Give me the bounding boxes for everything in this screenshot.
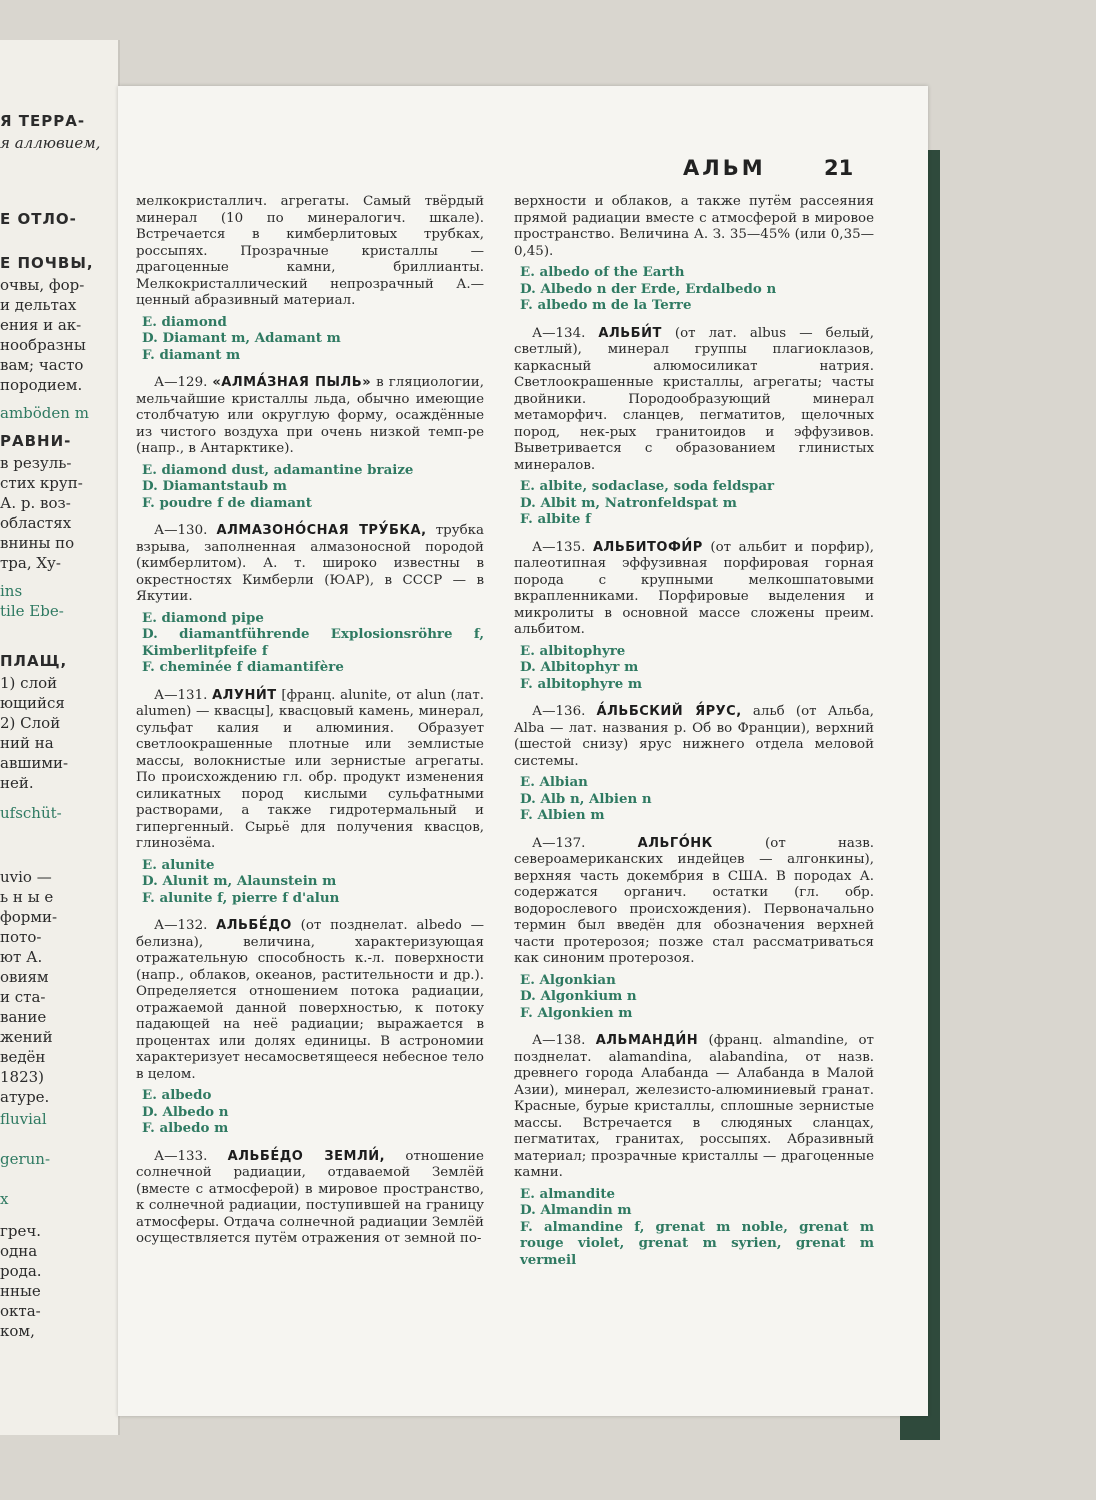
- running-head: АЛЬМ: [683, 156, 766, 180]
- translation-line: E. Albian: [520, 774, 588, 790]
- left-page-fragment: 1823): [0, 1068, 45, 1086]
- translations: [520, 643, 874, 693]
- left-page-fragment: ком,: [0, 1322, 35, 1340]
- left-page-fragment: ющийся: [0, 694, 65, 712]
- left-page-fragment: авшими-: [0, 754, 69, 772]
- left-page-fragment: Е ПОЧВЫ,: [0, 254, 94, 272]
- translation-line: E. diamond dust, adamantine braize: [142, 461, 414, 478]
- dictionary-entry: [136, 918, 484, 1137]
- left-page-fragment: А. р. воз-: [0, 494, 71, 512]
- translation-line: F. poudre f de diamant: [142, 494, 312, 511]
- translation-line: D. Albit m, Natronfeldspat m: [520, 494, 737, 511]
- translation-line: D. Albitophyr m: [520, 659, 639, 675]
- dictionary-entry: [136, 1149, 484, 1248]
- translation-line: E. almandite: [520, 1185, 616, 1202]
- entry-term: А́ЛЬБСКИЙ Я́РУС,: [596, 704, 742, 719]
- dictionary-entry: [514, 540, 874, 693]
- translation-line: F. albedo m: [142, 1120, 229, 1136]
- left-page-fragment: x: [0, 1190, 9, 1208]
- entry-definition: (от альбит и порфир), палеотипная эффузивная порфировая горная порода с крупными мелкошпатовыми вкрапленниками. Порфировые выделения и микролиты в основной массе сложены преим. альбитом.: [514, 539, 874, 637]
- left-page-fragment: я аллювием,: [0, 134, 101, 152]
- left-page-fragment: очвы, фор-: [0, 276, 85, 294]
- left-page-fragment: внины по: [0, 534, 75, 552]
- entry-definition: трубка взрыва, заполненная алмазоносной породой (кимберлитом). А. т. широко известны в окрестностях Кимберли (ЮАР), в СССР — в Якутии.: [136, 523, 484, 604]
- left-page-fragment: одна: [0, 1242, 38, 1260]
- left-page-fragment: ведён: [0, 1048, 46, 1066]
- entry-number: А—131.: [154, 687, 208, 703]
- dictionary-entry: [136, 523, 484, 676]
- dictionary-entry: [514, 1033, 874, 1268]
- entry-number: А—132.: [154, 918, 208, 933]
- translations: [142, 610, 484, 676]
- right-page: [118, 86, 928, 1416]
- translation-line: F. alunite f, pierre f d'alun: [142, 889, 340, 906]
- entry-number: А—135.: [532, 539, 586, 555]
- entry-text: мелкокристаллич. агрегаты. Самый твёрдый минерал (10 по минералогич. шкале). Встречается в кимберлитовых трубках, россыпях. Прозрачные кристаллы — драгоценные камни, бриллианты. Мелкокристаллический непрозрачный А.— ценный абразивный материал.: [136, 194, 484, 308]
- entry-definition: (от назв. североамериканских индейцев — алгонкины), верхняя часть докембрия в США. В породах А. содержатся органич. остатки (гл. обр. водорослевого происхождения). Первоначально термин был введён для обозначения верхней части протерозоя; позже стал рассматриваться как синоним протерозоя.: [514, 835, 874, 966]
- entry-text: [514, 326, 874, 475]
- translation-line: D. Diamantstaub m: [142, 478, 287, 494]
- entry-definition: альб (от Альба, Alba — лат. названия р. Об во Франции), верхний (шестой снизу) ярус нижнего отдела меловой системы.: [514, 704, 874, 769]
- entry-number: А—133.: [154, 1148, 208, 1164]
- entry-text: [136, 523, 484, 606]
- entry-term: АЛЬБИ́Т: [598, 325, 662, 341]
- entry-text: [136, 375, 484, 458]
- left-page-fragment: ний на: [0, 734, 54, 752]
- entry-term: АЛЬБЕ́ДО ЗЕМЛИ́,: [227, 1148, 386, 1164]
- entry-term: «АЛМА́ЗНАЯ ПЫЛЬ»: [212, 375, 372, 390]
- entry-term: АЛМАЗОНО́СНАЯ ТРУ́БКА,: [216, 523, 427, 538]
- left-page-fragment: ПЛАЩ,: [0, 652, 68, 670]
- translation-de: D. Diamant m, Adamant m: [142, 330, 341, 346]
- entry-number: А—134.: [532, 325, 586, 341]
- left-page-fragment: 2) Слой: [0, 714, 61, 732]
- dictionary-entry: [514, 326, 874, 528]
- left-page-fragment: окта-: [0, 1302, 41, 1320]
- dictionary-entry: [136, 375, 484, 511]
- entry-term: АЛЬБЕ́ДО: [216, 918, 292, 933]
- left-page-fragment: тра, Ху-: [0, 554, 61, 572]
- left-page-fragment: 1) слой: [0, 674, 58, 692]
- translation-line: E. albite, sodaclase, soda feldspar: [520, 478, 775, 494]
- entry-text: [514, 1033, 874, 1182]
- translations: [142, 1087, 484, 1137]
- translation-en: E. diamond: [142, 313, 227, 330]
- left-page-fragment: uvio —: [0, 868, 52, 886]
- entry-definition: отношение солнечной радиации, отдаваемой Землёй (вместе с атмосферой) в мировое пространство, к солнечной радиации, поступившей на границу атмосферы. Отдача солнечной радиации Землёй осуществляется путём отражения от земной по-: [136, 1148, 484, 1246]
- left-page-fragment: ения и ак-: [0, 316, 82, 334]
- translation-line: D. Alb n, Albien n: [520, 790, 652, 807]
- left-page-fragment: Я ТЕРРА-: [0, 112, 86, 130]
- left-page-fragment: греч.: [0, 1222, 42, 1240]
- left-page-fragment: amböden m: [0, 404, 89, 422]
- translation-line: E. Algonkian: [520, 971, 616, 988]
- dictionary-entry: [136, 688, 484, 907]
- translation-line: F. Albien m: [520, 807, 605, 823]
- translation-fr: F. albedo m de la Terre: [520, 297, 692, 313]
- continued-entry: [136, 194, 484, 363]
- left-page-fragment: и ста-: [0, 988, 46, 1006]
- entry-term: АЛЬМАНДИ́Н: [595, 1033, 699, 1048]
- left-page-fragment: и дельтах: [0, 296, 77, 314]
- left-page-fragment: нообразны: [0, 336, 86, 354]
- dictionary-entry: [514, 704, 874, 824]
- entry-text: [136, 918, 484, 1083]
- left-page-fragment: форми-: [0, 908, 58, 926]
- translations: [142, 857, 484, 907]
- translation-fr: F. diamant m: [142, 346, 241, 363]
- entry-definition: (от лат. albus — белый, светлый), минерал группы плагиоклазов, каркасный алюмосиликат натрия. Светлоокрашенные кристаллы, агрегаты; часты двойники. Породообразующий минерал метаморфич. сланцев, пегматитов, щелочных пород, нек-рых гранитоидов и эффузивов. Выветривается с образованием глинистых минералов.: [514, 325, 874, 473]
- translation-line: F. almandine f, grenat m noble, grenat m rouge violet, grenat m syrien, grenat m vermeil: [520, 1218, 874, 1268]
- entry-text: [514, 704, 874, 770]
- translations: [142, 314, 484, 364]
- column-1: [136, 194, 484, 1260]
- translations: [520, 774, 874, 824]
- left-page-fragment: нные: [0, 1282, 41, 1300]
- translation-line: D. Albedo n: [142, 1103, 229, 1120]
- translation-line: E. diamond pipe: [142, 609, 264, 626]
- translation-line: E. albitophyre: [520, 642, 626, 659]
- translations: [520, 1186, 874, 1269]
- translations: [142, 462, 484, 512]
- left-page-fragment: ней.: [0, 774, 34, 792]
- left-page-fragment: пото-: [0, 928, 42, 946]
- left-page-fragment: жений: [0, 1028, 53, 1046]
- entry-definition: в гляциологии, мельчайшие кристаллы льда, обычно имеющие столбчатую или округлую форму, осаждённые из чистого воздуха при очень низкой темп-ре (напр., в Антарктике).: [136, 375, 484, 456]
- translation-line: D. diamantführende Explosionsröhre f, Kimberlitpfeife f: [142, 626, 484, 659]
- entry-definition: [франц. alunite, от alun (лат. alumen) — квасцы], квасцовый камень, минерал, сульфат калия и алюминия. Образует светлоокрашенные плотные или землистые массы, волокнистые или зернистые агрегаты. По происхождению гл. обр. продукт изменения силикатных пород кислыми сульфатными растворами, а также гидротермальный и гипергенный. Сырьё для получения квасцов, глинозёма.: [136, 687, 484, 851]
- continued-entry: [514, 194, 874, 314]
- entry-text: верхности и облаков, а также путём рассеяния прямой радиации вместе с атмосферой в мировое пространство. Величина А. З. 35—45% (или 0,35—0,45).: [514, 194, 874, 259]
- page-number: 21: [824, 156, 854, 180]
- entry-number: А—136.: [532, 704, 586, 719]
- translations: [520, 972, 874, 1022]
- left-page-fragment: стих круп-: [0, 474, 83, 492]
- entry-number: А—130.: [154, 523, 208, 538]
- entry-definition: (от позднелат. albedo — белизна), величина, характеризующая отражательную способность к.-л. поверхности (напр., облаков, океанов, растительности и др.). Определяется отношением потока радиации, отражаемой данной поверхностью, к потоку падающей на неё радиации; выражается в процентах или долях единицы. В астрономии характеризует несамосветящееся небесное тело в целом.: [136, 918, 485, 1082]
- left-page-fragment: овиям: [0, 968, 49, 986]
- entry-term: АЛУНИ́Т: [212, 687, 277, 703]
- left-page-fragment: ins: [0, 582, 23, 600]
- dictionary-entry: [514, 836, 874, 1022]
- translation-line: D. Alunit m, Alaunstein m: [142, 873, 337, 889]
- left-page-fragment: породием.: [0, 376, 83, 394]
- translation-line: D. Almandin m: [520, 1202, 632, 1218]
- translation-de: D. Albedo n der Erde, Erdalbedo n: [520, 280, 777, 297]
- left-page-fragment: ют А.: [0, 948, 43, 966]
- entry-number: А—129.: [154, 375, 208, 390]
- entry-text: [514, 836, 874, 968]
- entry-text: [514, 540, 874, 639]
- left-page-fragment: ь н ы е: [0, 888, 54, 906]
- left-page-fragment: ufschüt-: [0, 804, 62, 822]
- left-page-fragment: атуре.: [0, 1088, 50, 1106]
- translation-line: F. cheminée f diamantifère: [142, 659, 344, 675]
- translation-line: F. albitophyre m: [520, 675, 643, 692]
- left-page-fragment: fluvial: [0, 1110, 47, 1128]
- translations: [520, 264, 874, 314]
- left-page-fragment: Е ОТЛО-: [0, 210, 77, 228]
- left-page: [0, 40, 120, 1435]
- column-2: [514, 194, 874, 1280]
- translation-line: F. Algonkien m: [520, 1004, 633, 1021]
- left-page-fragment: РАВНИ-: [0, 432, 72, 450]
- translations: [520, 478, 874, 528]
- entry-term: АЛЬГО́НК: [637, 835, 713, 851]
- left-page-fragment: gerun-: [0, 1150, 51, 1168]
- left-page-fragment: вание: [0, 1008, 47, 1026]
- translation-line: E. albedo: [142, 1087, 212, 1103]
- entry-text: [136, 688, 484, 853]
- left-page-fragment: рода.: [0, 1262, 42, 1280]
- translation-line: D. Algonkium n: [520, 988, 637, 1004]
- entry-text: [136, 1149, 484, 1248]
- left-page-fragment: вам; часто: [0, 356, 84, 374]
- translation-line: E. alunite: [142, 856, 215, 873]
- entry-number: А—138.: [532, 1033, 586, 1048]
- entry-definition: (франц. almandine, от позднелат. alamandina, alabandina, от назв. древнего города Алабанда — Алабанда в Малой Азии), минерал, железисто-алюминиевый гранат. Красные, бурые кристаллы, сплошные зернистые массы. Встречается в слюдяных сланцах, пегматитах, гранитах, россыпях. Абразивный материал; прозрачные кристаллы — драгоценные камни.: [514, 1033, 874, 1180]
- left-page-fragment: областях: [0, 514, 72, 532]
- translation-line: F. albite f: [520, 511, 591, 527]
- translation-en: E. albedo of the Earth: [520, 264, 685, 280]
- left-page-fragment: в резуль-: [0, 454, 72, 472]
- entry-term: АЛЬБИТОФИ́Р: [592, 539, 703, 555]
- left-page-fragment: tile Ebe-: [0, 602, 64, 620]
- entry-number: А—137.: [532, 835, 586, 851]
